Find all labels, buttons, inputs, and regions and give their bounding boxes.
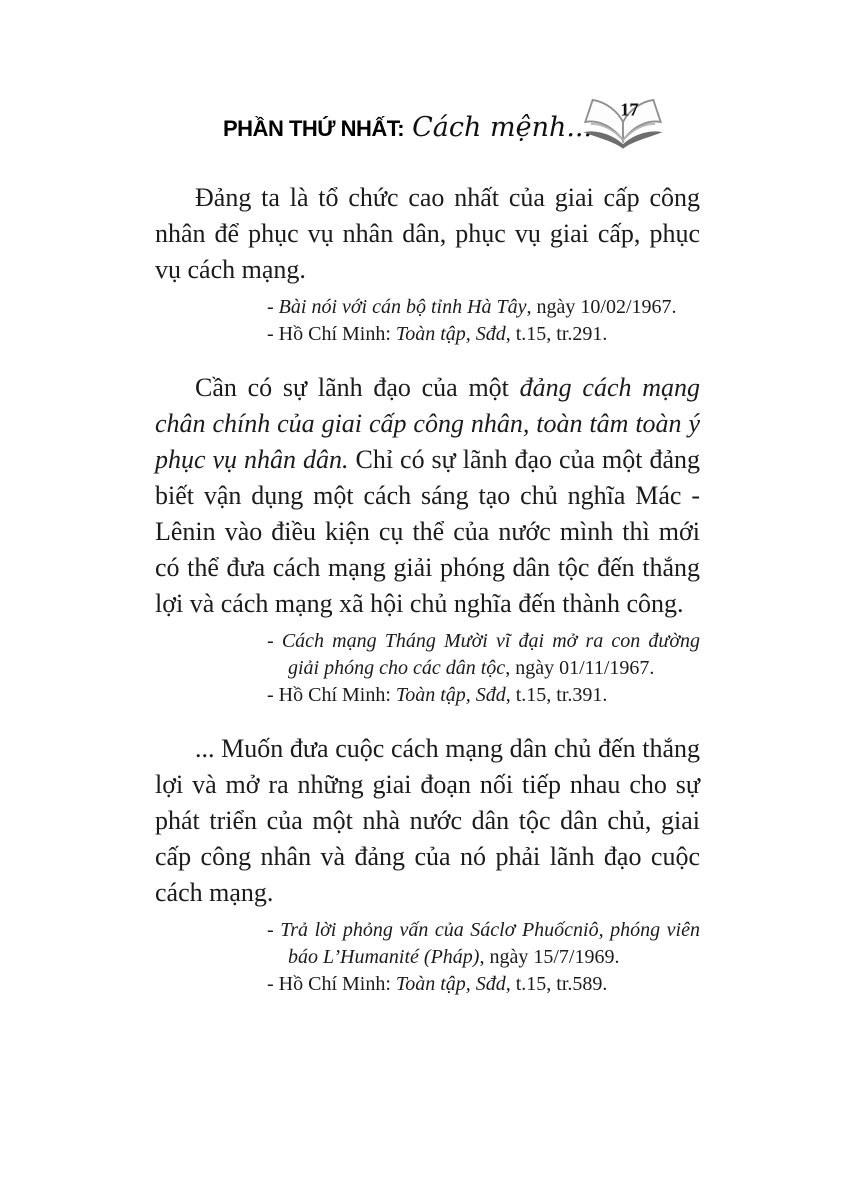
page-header bbox=[155, 100, 700, 158]
quote-paragraph-2: Cần có sự lãnh đạo của một đảng cách mạng chân chính của giai cấp công nhân, toàn tâm toàn ý phục vụ nhân dân. Chỉ có sự lãnh đạo của một đảng biết vận dụng một cách sáng tạo chủ nghĩa Mác - Lênin vào điều kiện cụ thể của nước mình thì mới có thể đưa cách mạng giải phóng dân tộc đến thắng lợi và cách mạng xã hội chủ nghĩa đến thành công. bbox=[155, 373, 700, 618]
quote-paragraph-3: ... Muốn đưa cuộc cách mạng dân chủ đến thắng lợi và mở ra những giai đoạn nối tiếp nhau cho sự phát triển của một nhà nước dân tộc dân chủ, giai cấp công nhân và đảng của nó phải lãnh đạo cuộc cách mạng. bbox=[155, 734, 700, 907]
section-label: PHẦN THỨ NHẤT: bbox=[223, 116, 405, 141]
page-number: 17 bbox=[620, 99, 639, 120]
citation-block-2 bbox=[267, 628, 700, 709]
citation-block-1 bbox=[267, 294, 700, 348]
citation-block-3 bbox=[267, 917, 700, 998]
citation-3-reference: - Hồ Chí Minh: Toàn tập, Sđd, t.15, tr.589. bbox=[267, 973, 608, 995]
citation-2-reference: - Hồ Chí Minh: Toàn tập, Sđd, t.15, tr.391. bbox=[267, 684, 608, 706]
open-book-icon bbox=[577, 94, 669, 150]
running-header bbox=[223, 112, 592, 143]
page-body bbox=[155, 158, 700, 998]
citation-3-source: - Trả lời phỏng vấn của Sáclơ Phuốcniô, phóng viên báo L’Humanité (Pháp), ngày 15/7/1969. bbox=[267, 919, 700, 968]
citation-1-source: - Bài nói với cán bộ tỉnh Hà Tây, ngày 10/02/1967. bbox=[267, 296, 677, 318]
open-book-icon-svg bbox=[577, 94, 669, 150]
citation-2-source: - Cách mạng Tháng Mười vĩ đại mở ra con đường giải phóng cho các dân tộc, ngày 01/11/1967. bbox=[267, 630, 700, 679]
section-title-script: Cách mệnh... bbox=[412, 112, 593, 143]
quote-paragraph-1: Đảng ta là tổ chức cao nhất của giai cấp công nhân để phục vụ nhân dân, phục vụ giai cấp, phục vụ cách mạng. bbox=[155, 183, 700, 284]
citation-1-reference: - Hồ Chí Minh: Toàn tập, Sđd, t.15, tr.291. bbox=[267, 323, 608, 345]
